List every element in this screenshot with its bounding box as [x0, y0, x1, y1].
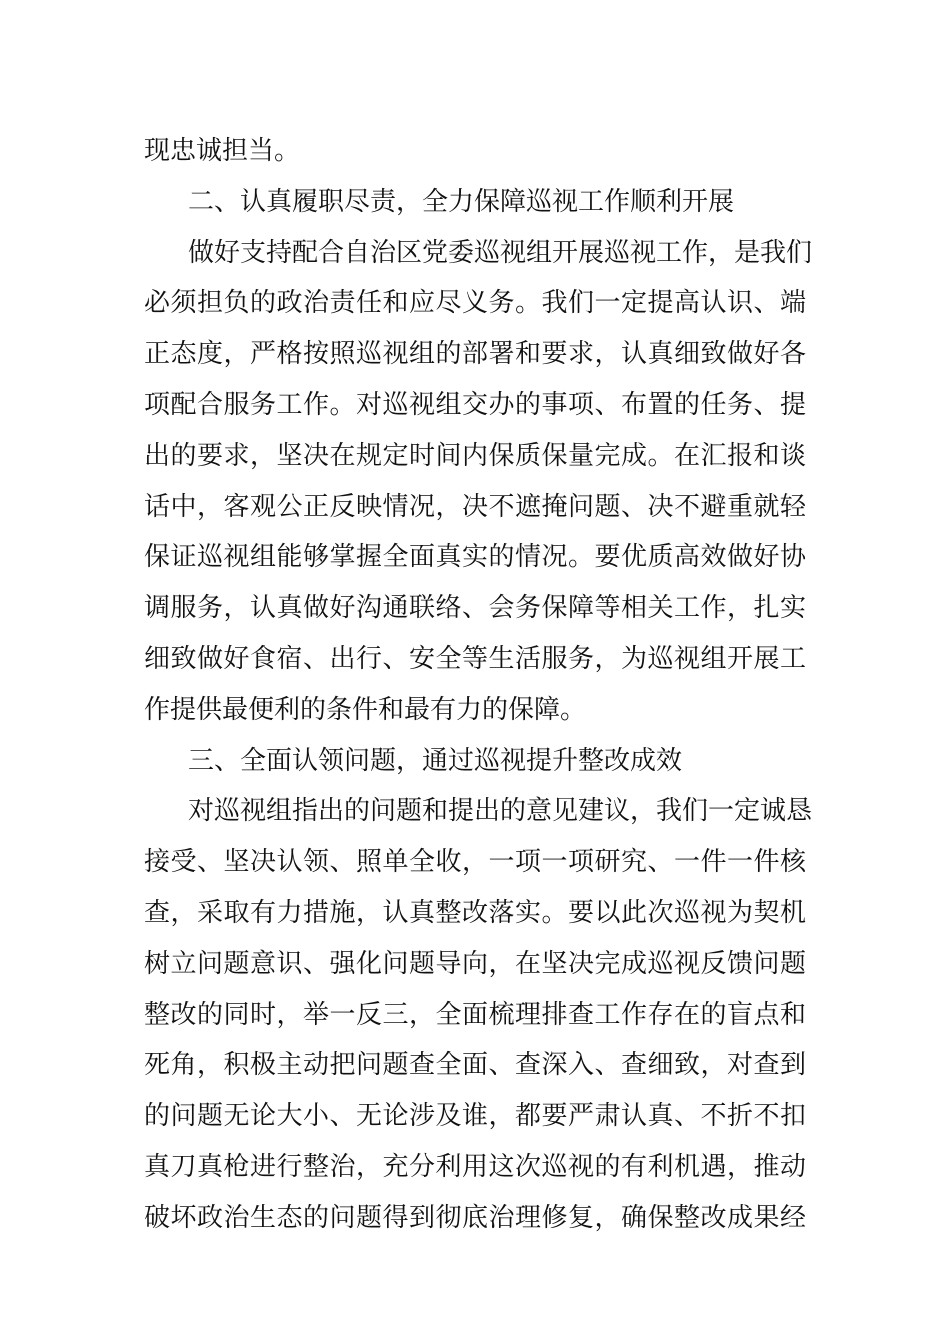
text-line: 现忠诚担当。: [144, 136, 301, 166]
text-line: 对巡视组指出的问题和提出的意见建议，我们一定诚恳: [188, 796, 813, 827]
section-heading: 二、认真履职尽责，全力保障巡视工作顺利开展: [188, 186, 735, 217]
text-line: 出的要求，坚决在规定时间内保质保量完成。在汇报和谈: [144, 440, 806, 471]
text-line: 话中，客观公正反映情况，决不遮掩问题、决不避重就轻: [144, 491, 806, 522]
text-line: 作提供最便利的条件和最有力的保障。: [144, 694, 587, 725]
text-line: 树立问题意识、强化问题导向，在坚决完成巡视反馈问题: [144, 948, 806, 979]
text-line: 死角，积极主动把问题查全面、查深入、查细致，对查到: [144, 1050, 806, 1081]
text-line: 真刀真枪进行整治，充分利用这次巡视的有利机遇，推动: [144, 1151, 806, 1182]
text-line: 破坏政治生态的问题得到彻底治理修复，确保整改成果经: [144, 1202, 806, 1233]
text-line: 整改的同时，举一反三，全面梳理排查工作存在的盲点和: [144, 999, 806, 1030]
text-line: 项配合服务工作。对巡视组交办的事项、布置的任务、提: [144, 389, 806, 420]
text-line: 查，采取有力措施，认真整改落实。要以此次巡视为契机: [144, 897, 806, 928]
document-body: [144, 126, 813, 1244]
text-line: 必须担负的政治责任和应尽义务。我们一定提高认识、端: [144, 288, 806, 319]
text-line: 接受、坚决认领、照单全收，一项一项研究、一件一件核: [144, 847, 806, 878]
text-line: 正态度，严格按照巡视组的部署和要求，认真细致做好各: [144, 339, 806, 370]
text-line: 保证巡视组能够掌握全面真实的情况。要优质高效做好协: [144, 542, 806, 573]
text-line: 细致做好食宿、出行、安全等生活服务，为巡视组开展工: [144, 643, 806, 674]
text-line: 的问题无论大小、无论涉及谁，都要严肃认真、不折不扣: [144, 1101, 806, 1132]
section-heading: 三、全面认领问题，通过巡视提升整改成效: [188, 745, 683, 776]
text-line: 做好支持配合自治区党委巡视组开展巡视工作，是我们: [188, 237, 813, 268]
text-line: 调服务，认真做好沟通联络、会务保障等相关工作，扎实: [144, 593, 806, 624]
